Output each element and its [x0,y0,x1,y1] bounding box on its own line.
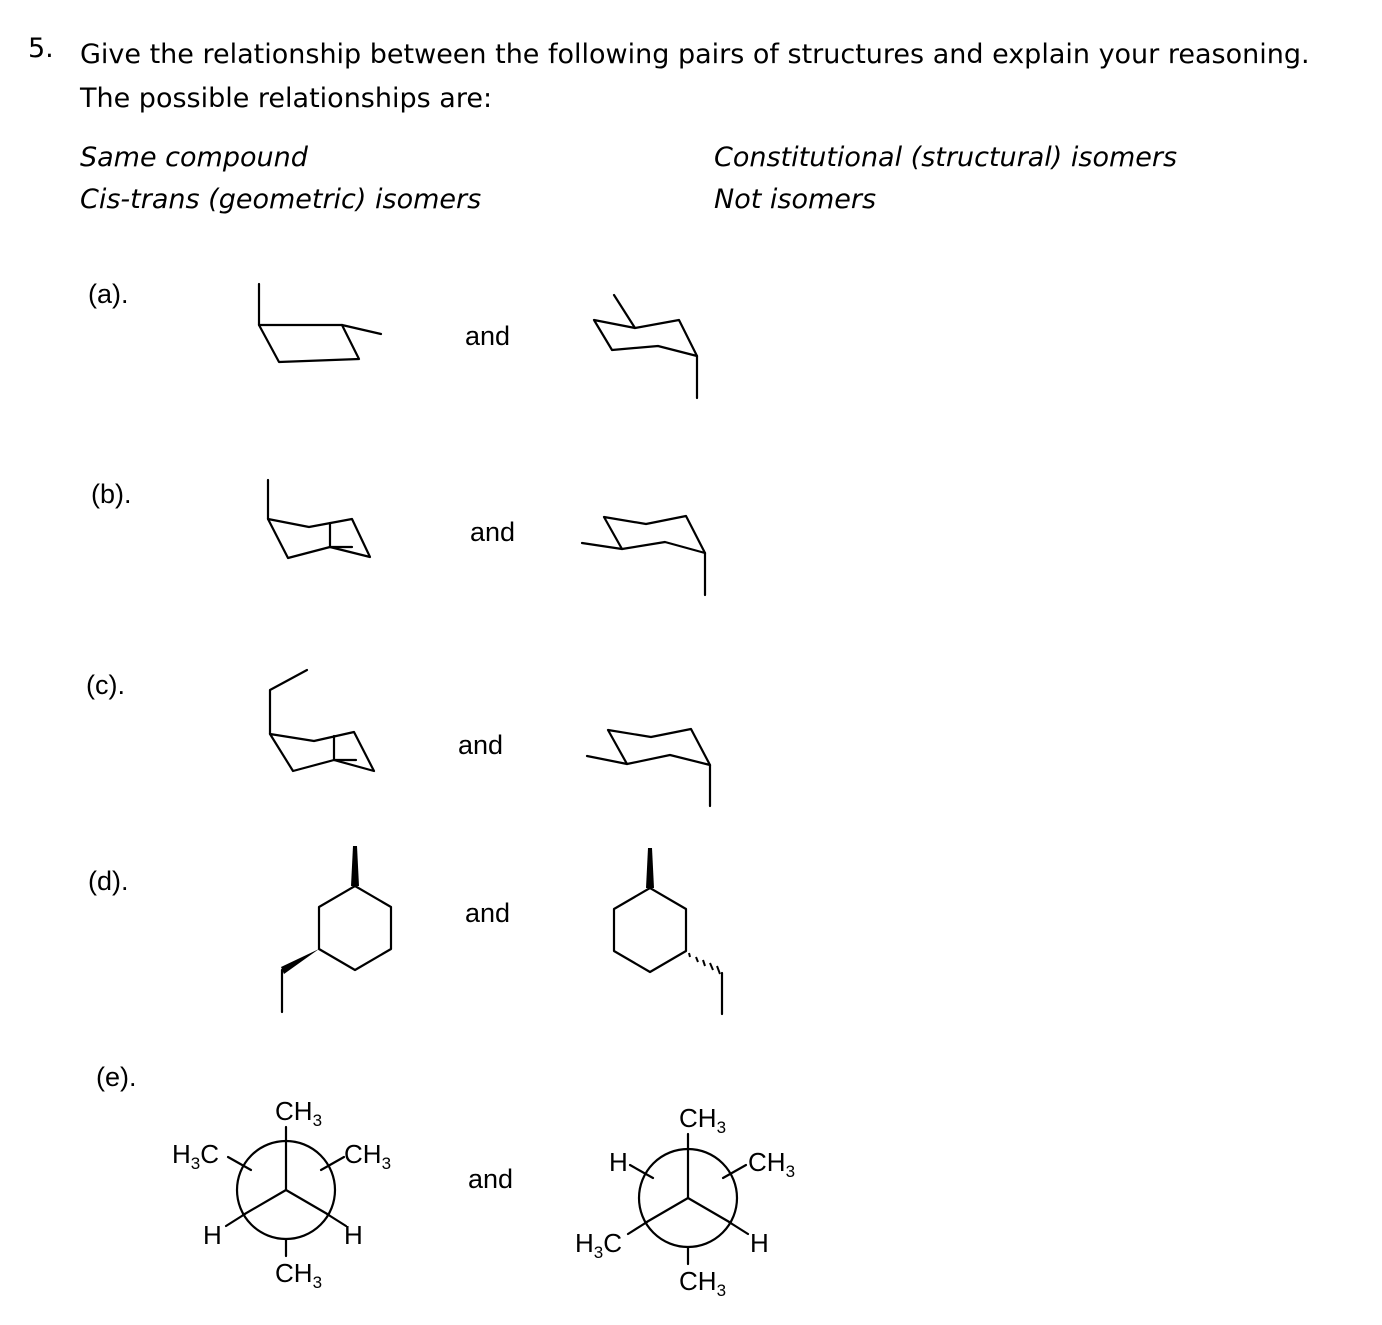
part-c-right-chair [587,729,710,806]
option-constitutional: Constitutional (structural) isomers [714,142,1178,173]
newman-left-lower-right-group: H [344,1220,363,1250]
newman-left-bottom-group: $CH_3$ [275,1258,323,1292]
part-b-and: and [470,517,516,547]
option-cis-trans: Cis-trans (geometric) isomers [80,184,482,215]
part-c-label: (c). [86,670,125,700]
newman-left-top-group: $CH_3$ [275,1096,323,1130]
newman-right-bottom-group: $CH_3$ [679,1266,727,1300]
part-d-label: (d). [88,866,129,896]
part-b-left-chair [268,480,370,558]
newman-right-top-group: $CH_3$ [679,1103,727,1137]
part-e-left-newman [172,1096,391,1292]
part-b-label: (b). [91,479,132,509]
hashed-bond [689,953,720,974]
part-a-right-chair [594,295,697,398]
part-a-and: and [465,321,511,351]
newman-left-lower-left-group: H [203,1220,222,1250]
newman-right-upper-right-group: $CH_3$ [748,1147,796,1181]
wedge-bond [351,846,359,886]
part-e-label: (e). [96,1062,137,1092]
part-a-left-chair [259,284,381,362]
wedge-bond [646,848,654,888]
question-number: 5. [28,33,54,64]
part-d-left-structure [281,846,391,1012]
part-e-and: and [468,1164,514,1194]
part-c-and: and [458,730,504,760]
newman-left-upper-left-group: $H_3C$ [172,1139,220,1173]
part-c-left-chair [270,670,374,771]
option-not-isomers: Not isomers [714,184,877,215]
part-d-right-structure [614,848,722,1014]
newman-right-lower-right-group: H [750,1228,769,1258]
part-a-label: (a). [88,279,129,309]
wedge-bond [281,949,319,974]
part-b-right-chair [582,516,705,595]
newman-right-lower-left-group: $H_3C$ [575,1228,623,1262]
newman-right-upper-left-group: H [609,1147,628,1177]
option-same-compound: Same compound [80,142,308,173]
part-e-right-newman [575,1103,795,1300]
part-d-and: and [465,898,511,928]
question-text: Give the relationship between the following pairs of structures and explain your reasoning. The possible relationships are: [80,39,1310,114]
newman-left-upper-right-group: $CH_3$ [344,1139,392,1173]
